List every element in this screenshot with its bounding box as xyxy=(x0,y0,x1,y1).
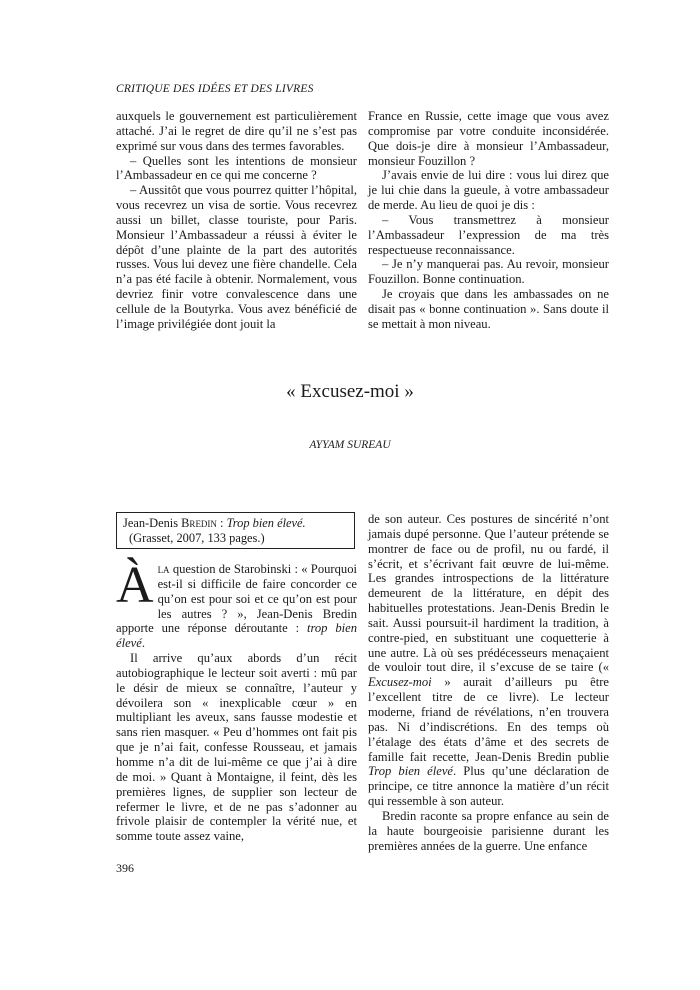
paragraph: – Je n’y manquerai pas. Au revoir, monsieur Fouzillon. Bonne continuation. xyxy=(368,257,609,287)
text-run: question de Starobinski : « Pourquoi est-il si difficile de faire concorder ce qu’on est pour soi et ce qu’on est pour les autres ? », Jean-Denis Bredin apporte une réponse déroutante : xyxy=(116,562,357,636)
paragraph xyxy=(368,512,609,809)
paragraph: Il arrive qu’aux abords d’un récit autobiographique le lecteur soit averti : mû par le désir de mieux se connaître, l’auteur y dévoilera son « inexplicable cœur » en multipliant les aveux, sans fausse modestie et sans rien masquer. « Peu d’hommes ont fait pis que je n’ai fait, confesse Rousseau, et jamais homme n’a dit de lui-même ce que j’ai à dire de moi. » Quant à Montaigne, il feint, dès les premières lignes, de supplier son lecteur de refermer le livre, et de ne pas s’adonner au frivole plaisir de contempler la vérité nue, et somme toute assez vaine, xyxy=(116,651,357,844)
book-title: Trop bien élevé. xyxy=(226,516,306,530)
book-separator: : xyxy=(216,516,227,530)
top-right-column xyxy=(368,109,609,332)
text-run: . Plus qu’une déclaration de principe, ce titre annonce la matière d’un récit qui ressemble à son auteur. xyxy=(368,764,609,809)
paragraph: Je croyais que dans les ambassades on ne disait pas « bonne continuation ». Sans doute il se mettait à mon niveau. xyxy=(368,287,609,331)
paragraph: – Vous transmettrez à monsieur l’Ambassadeur l’expression de ma très respectueuse reconnaissance. xyxy=(368,212,609,257)
paragraph: France en Russie, cette image que vous avez compromise par votre conduite inconsidérée. Que dois-je dire à monsieur l’Ambassadeur, monsieur Fouzillon ? xyxy=(368,109,609,168)
italic-run: trop bien élevé xyxy=(116,621,357,651)
top-left-column xyxy=(116,109,357,332)
paragraph xyxy=(116,557,357,651)
text-run: » aurait d’ailleurs pu être l’excellent titre de ce livre). Le lecteur moderne, friand de révélations, n’en trouvera pas. Ni d’indiscrétions. En des temps où l’étalage des états d’âme et des secrets de famille fait recette, Jean-Denis Bredin publie xyxy=(368,675,609,764)
text-run: de son auteur. Ces postures de sincérité n’ont jamais dupé personne. Que l’auteur prétende se montrer de face ou de profil, nu ou fardé, il s’écrit, et s’écrivant fait œuvre de lui-même. Les grandes introspections de la littérature demeurent de la littérature, en dépit des habituelles protestations. Jean-Denis Bredin le sait. Aussi poursuit-il hardiment la tradition, à contre-pied, en substituant une coquetterie à une autre. Là où ses prédécesseurs menaçaient de vouloir tout dire, il s’excuse de se taire (« xyxy=(368,512,609,675)
paragraph: – Aussitôt que vous pourrez quitter l’hôpital, vous recevrez un visa de sortie. Vous recevrez aussi un billet, classe touriste, pour Paris. Monsieur l’Ambassadeur a réussi à éviter le dépôt d’une plainte de la part des autorités russes. Vous lui devez une fière chandelle. Cela n’a pas été facile à obtenir. Normalement, vous devriez finir votre convalescence dans une cellule de la Boutyrka. Vous avez bénéficié de l’image privilégiée dont jouit la xyxy=(116,183,357,331)
paragraph: Bredin raconte sa propre enfance au sein de la haute bourgeoisie parisienne durant les premières années de la guerre. Une enfance xyxy=(368,808,609,853)
article-author: AYYAM SUREAU xyxy=(309,439,391,451)
paragraph: auxquels le gouvernement est particulièrement attaché. J’ai le regret de dire qu’il ne s’est pas exprimé sur vous dans des termes favorables. xyxy=(116,109,357,153)
italic-run: Excusez-moi xyxy=(368,675,432,690)
page-number: 396 xyxy=(116,861,134,875)
running-head: CRITIQUE DES IDÉES ET DES LIVRES xyxy=(116,83,314,95)
book-reference-line xyxy=(123,516,354,531)
paragraph: – Quelles sont les intentions de monsieur l’Ambassadeur en ce qui me concerne ? xyxy=(116,153,357,183)
paragraph: J’avais envie de lui dire : vous lui direz que je lui chie dans la gueule, à votre ambassadeur de merde. Au lieu de quoi je dis : xyxy=(368,168,609,213)
book-author-last: Bredin xyxy=(181,516,217,530)
italic-run: Trop bien élevé xyxy=(368,764,454,779)
text-run: . xyxy=(141,636,146,651)
article-right-column xyxy=(368,512,609,853)
book-reference-box xyxy=(116,512,355,549)
book-publication: (Grasset, 2007, 133 pages.) xyxy=(129,531,265,545)
lead-smallcaps: la xyxy=(157,562,170,576)
article-title: « Excusez-moi » xyxy=(286,381,414,402)
article-left-column xyxy=(116,557,357,844)
book-author-first: Jean-Denis xyxy=(123,516,179,530)
drop-cap: À xyxy=(116,557,154,614)
